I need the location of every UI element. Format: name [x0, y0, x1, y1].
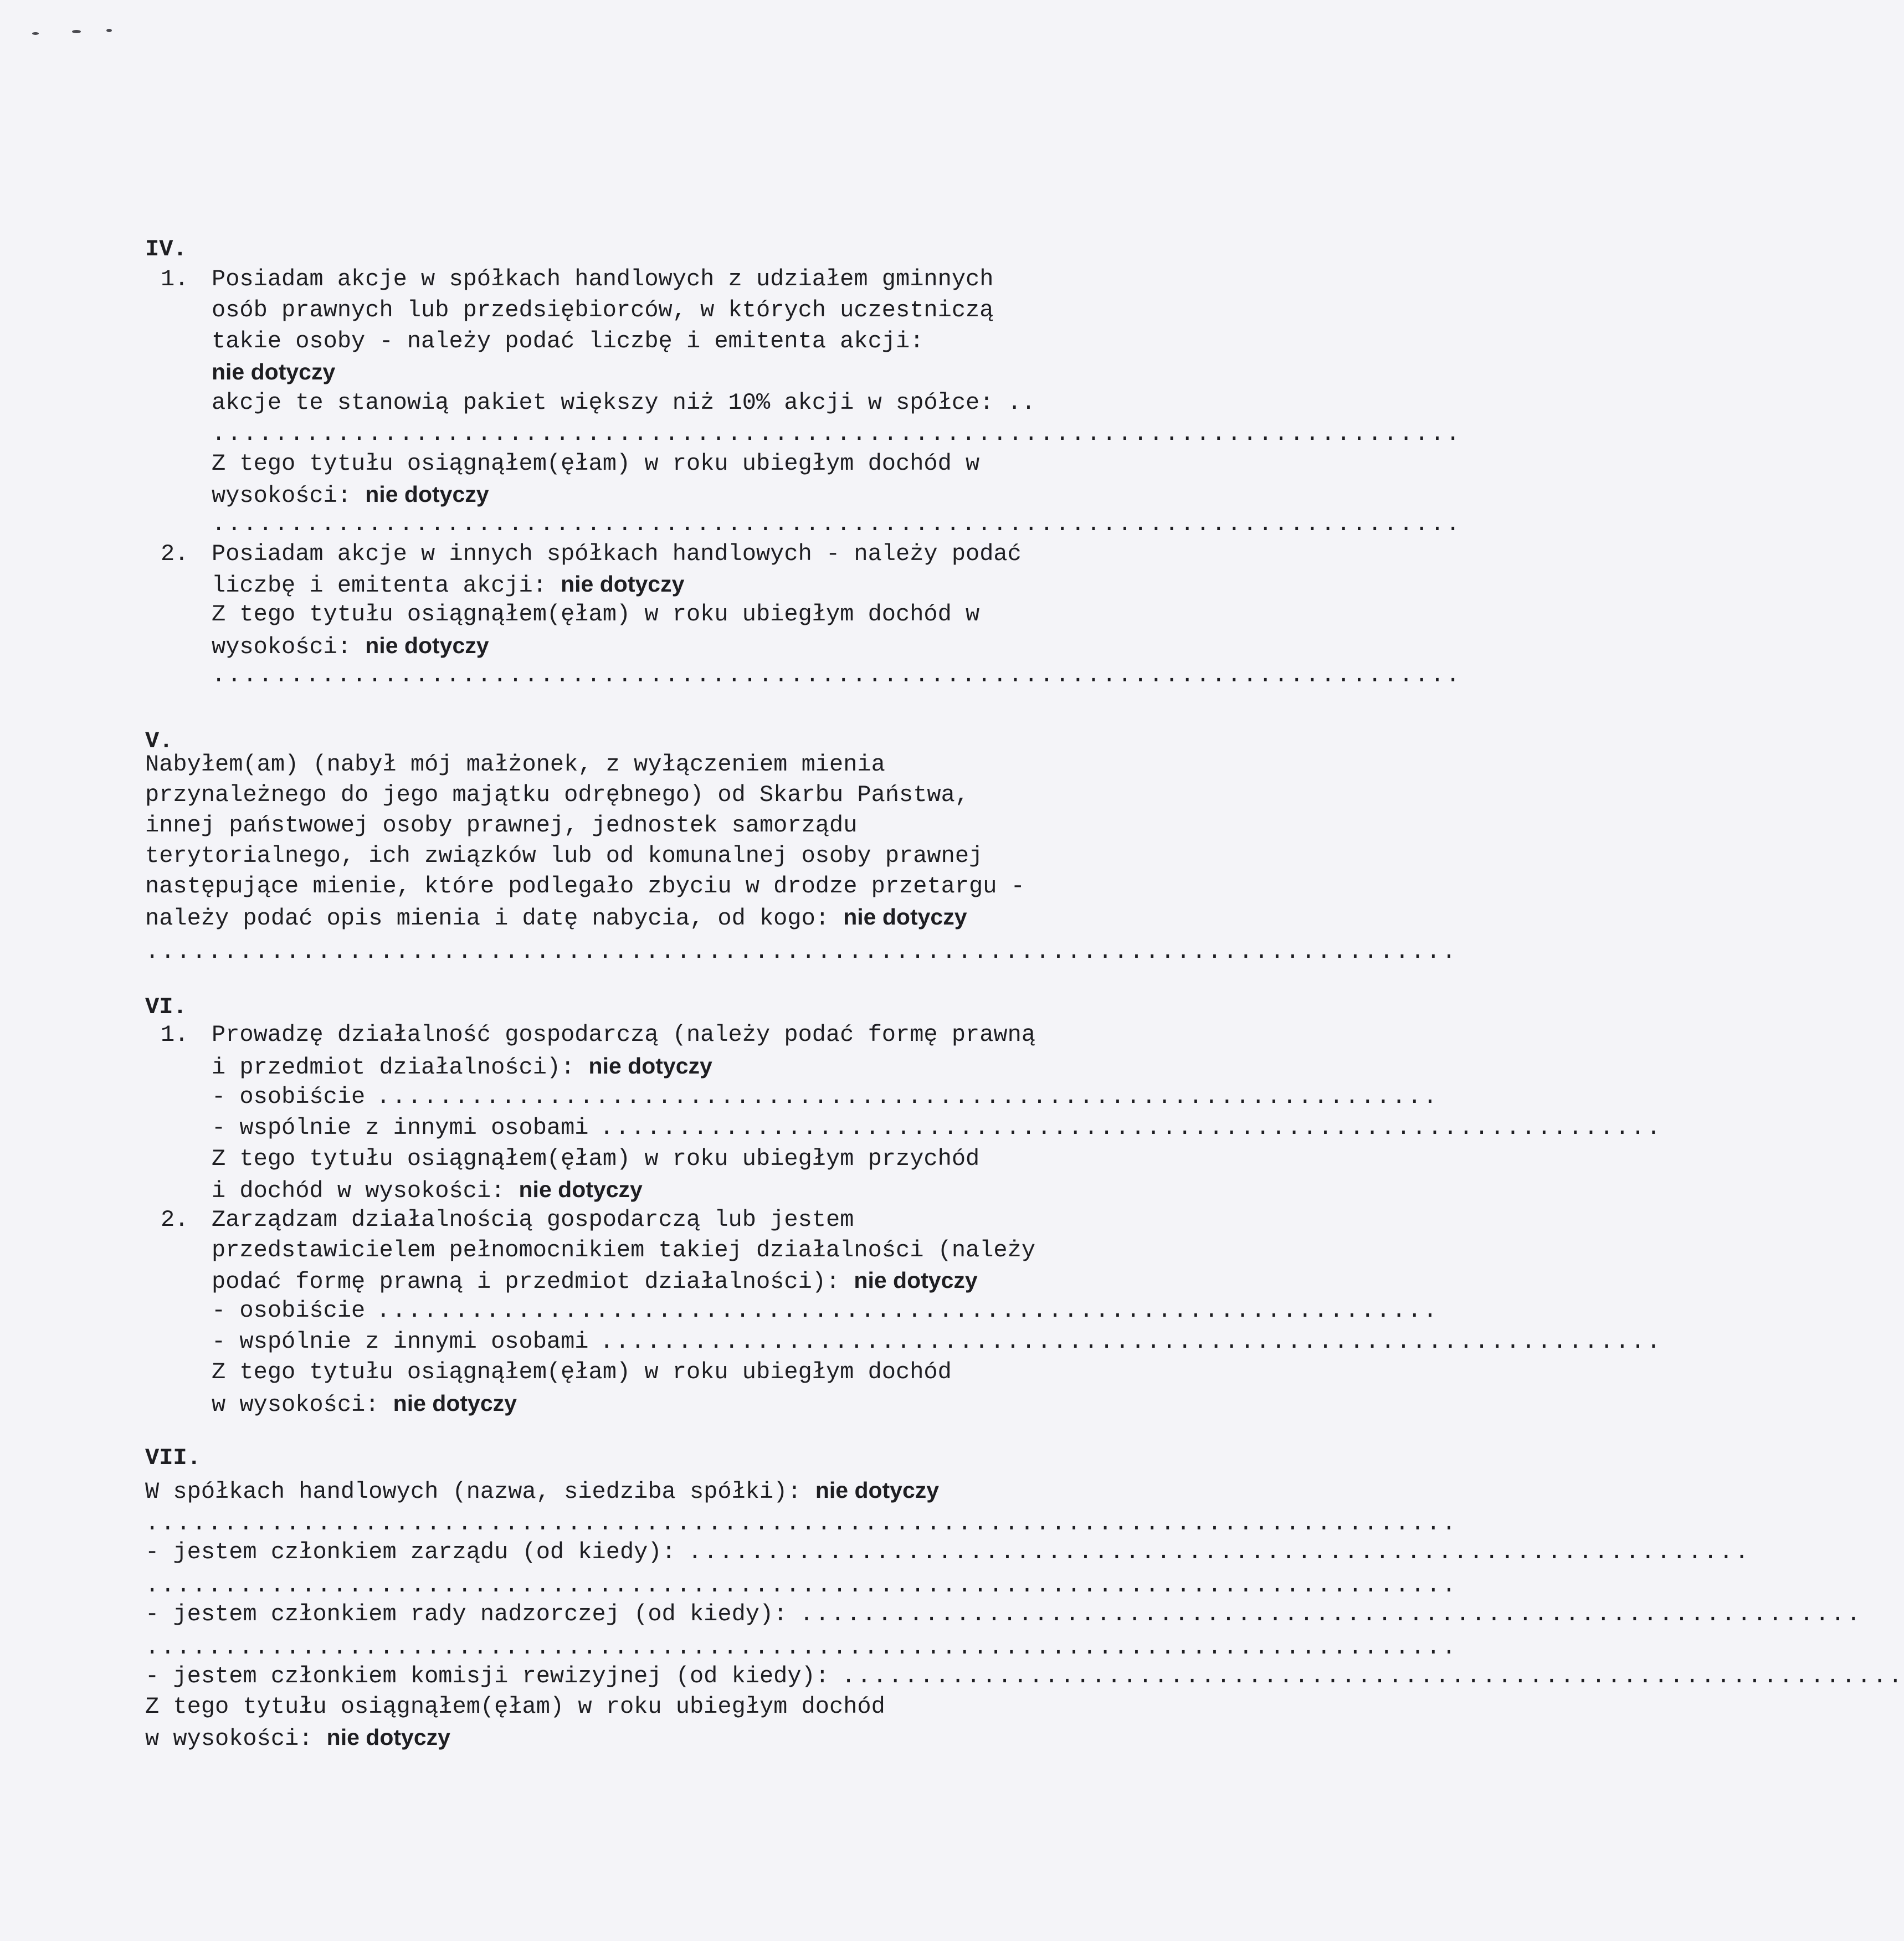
- section-vi-item1-answer1: nie dotyczy: [588, 1053, 712, 1079]
- section-iv-item1-answer1: nie dotyczy: [212, 359, 336, 384]
- scan-speck: [106, 29, 112, 32]
- section-iv-item2-answer2: nie dotyczy: [365, 633, 489, 658]
- section-iv-item2-line4: [212, 630, 489, 663]
- dotted-leader: ....................................................................: [687, 1539, 1751, 1565]
- section-iv-item1-line7: Z tego tytułu osiągnąłem(ęłam) w roku ubiegłym dochód w: [212, 450, 980, 477]
- section-iv-heading: IV.: [145, 236, 187, 263]
- section-vi-item1-line2: [212, 1050, 712, 1083]
- section-vii-line3-text: - jestem członkiem zarządu (od kiedy):: [145, 1539, 676, 1565]
- section-vi-item1-answer2: nie dotyczy: [519, 1177, 643, 1202]
- section-vii-line1-text: W spółkach handlowych (nazwa, siedziba spółki):: [145, 1478, 802, 1505]
- section-v-heading: V.: [145, 728, 173, 754]
- section-v-line3: innej państwowej osoby prawnej, jednostek samorządu: [145, 812, 858, 839]
- section-vii-line9-text: w wysokości:: [145, 1726, 313, 1752]
- section-iv-item1-line5: akcje te stanowią pakiet większy niż 10% akcji w spółce: ..: [212, 389, 1036, 416]
- section-v-line1: Nabyłem(am) (nabył mój małżonek, z wyłączeniem mienia: [145, 751, 885, 778]
- section-vi-item2-line3-text: podać formę prawną i przedmiot działalności):: [212, 1269, 840, 1295]
- section-vii-line9: [145, 1722, 450, 1754]
- dotted-line: ....................................................................................: [145, 1572, 1458, 1599]
- section-vi-item2-line2: przedstawicielem pełnomocnikiem takiej działalności (należy: [212, 1237, 1036, 1264]
- section-v-line4: terytorialnego, ich związków lub od komunalnej osoby prawnej: [145, 843, 983, 869]
- section-iv-item1-line8-text: wysokości:: [212, 482, 352, 509]
- section-vi-item2-line6: Z tego tytułu osiągnąłem(ęłam) w roku ubiegłym dochód: [212, 1359, 952, 1385]
- section-vi-item1-line2-text: i przedmiot działalności):: [212, 1054, 575, 1081]
- section-vi-item2-number: 2.: [161, 1206, 189, 1233]
- dotted-leader: ....................................................................: [376, 1297, 1439, 1324]
- dotted-leader: ....................................................................: [376, 1084, 1439, 1110]
- section-vii-line7-text: - jestem członkiem komisji rewizyjnej (od kiedy):: [145, 1663, 830, 1690]
- section-vi-item1-line1: Prowadzę działalność gospodarczą (należy podać formę prawną: [212, 1021, 1036, 1048]
- section-iv-item1-number: 1.: [161, 266, 189, 292]
- section-v-answer: nie dotyczy: [843, 904, 967, 930]
- section-vii-answer2: nie dotyczy: [326, 1724, 450, 1750]
- section-vi-item1-number: 1.: [161, 1021, 189, 1048]
- section-vi-heading: VI.: [145, 994, 187, 1020]
- section-vi-item1-line6: [212, 1174, 643, 1206]
- section-iv-item2-line4-text: wysokości:: [212, 634, 352, 660]
- section-vi-item2-line3: [212, 1265, 978, 1297]
- section-v-line5: następujące mienie, które podlegało zbyciu w drodze przetargu -: [145, 873, 1025, 900]
- dotted-line: ................................................................................: [212, 662, 1462, 689]
- section-vi-item1-line6-text: i dochód w wysokości:: [212, 1178, 505, 1204]
- section-vii-answer1: nie dotyczy: [815, 1477, 940, 1503]
- section-v-line6-text: należy podać opis mienia i datę nabycia, od kogo:: [145, 905, 830, 932]
- section-iv-item2-line2-text: liczbę i emitenta akcji:: [212, 572, 547, 599]
- section-vii-line5: [145, 1599, 1862, 1630]
- dotted-leader: ....................................................................: [841, 1663, 1904, 1690]
- section-vi-item2-line5-text: - wspólnie z innymi osobami: [212, 1328, 589, 1355]
- section-vi-item2-answer2: nie dotyczy: [393, 1390, 517, 1416]
- section-vi-item2-line1: Zarządzam działalnością gospodarczą lub jestem: [212, 1206, 854, 1233]
- section-iv-item1-answer2: nie dotyczy: [365, 481, 489, 507]
- dotted-leader: ....................................................................: [799, 1601, 1862, 1627]
- section-iv-item2-line2: [212, 568, 684, 601]
- section-vi-item1-line4-text: - wspólnie z innymi osobami: [212, 1115, 589, 1141]
- section-vi-item2-line4-text: - osobiście: [212, 1297, 366, 1324]
- section-iv-item1-line1: Posiadam akcje w spółkach handlowych z udziałem gminnych: [212, 266, 994, 292]
- section-vii-line5-text: - jestem członkiem rady nadzorczej (od kiedy):: [145, 1601, 788, 1627]
- section-vii-line3: [145, 1537, 1751, 1568]
- section-iv-item1-line8: [212, 479, 489, 511]
- section-vi-item1-line5: Z tego tytułu osiągnąłem(ęłam) w roku ubiegłym przychód: [212, 1146, 980, 1172]
- section-vii-heading: VII.: [145, 1445, 201, 1471]
- dotted-line: ....................................................................................: [145, 1634, 1458, 1661]
- dotted-line: ....................................................................................: [145, 1510, 1458, 1537]
- section-vii-line1: [145, 1475, 939, 1507]
- section-vi-item2-answer1: nie dotyczy: [854, 1267, 978, 1293]
- dotted-line: ................................................................................: [212, 420, 1462, 447]
- section-iv-item2-line3: Z tego tytułu osiągnąłem(ęłam) w roku ubiegłym dochód w: [212, 601, 980, 628]
- dotted-leader: ....................................................................: [599, 1328, 1662, 1355]
- section-iv-item1-line2: osób prawnych lub przedsiębiorców, w których uczestniczą: [212, 297, 994, 324]
- scan-speck: [72, 30, 81, 33]
- section-vi-item1-line3: [212, 1081, 1439, 1112]
- section-iv-item2-number: 2.: [161, 541, 189, 567]
- section-vi-item2-line5: [212, 1326, 1662, 1357]
- section-v-line2: przynależnego do jego majątku odrębnego) od Skarbu Państwa,: [145, 782, 969, 808]
- section-vi-item2-line7-text: w wysokości:: [212, 1391, 379, 1418]
- section-vi-item1-line4: [212, 1112, 1662, 1143]
- section-iv-item1-line3: takie osoby - należy podać liczbę i emitenta akcji:: [212, 328, 924, 355]
- section-vii-line7: [145, 1661, 1904, 1692]
- section-iv-item2-line1: Posiadam akcje w innych spółkach handlowych - należy podać: [212, 541, 1022, 567]
- scan-speck: [32, 32, 39, 35]
- section-vi-item2-line7: [212, 1388, 517, 1420]
- dotted-line: ................................................................................: [212, 511, 1462, 537]
- section-vi-item1-line3-text: - osobiście: [212, 1084, 366, 1110]
- section-v-line6: [145, 901, 967, 934]
- dotted-line: ....................................................................................: [145, 938, 1458, 965]
- section-iv-item2-answer1: nie dotyczy: [561, 571, 685, 597]
- section-vi-item2-line4: [212, 1295, 1439, 1326]
- section-vii-line8: Z tego tytułu osiągnąłem(ęłam) w roku ubiegłym dochód: [145, 1693, 885, 1720]
- dotted-leader: ....................................................................: [599, 1115, 1662, 1141]
